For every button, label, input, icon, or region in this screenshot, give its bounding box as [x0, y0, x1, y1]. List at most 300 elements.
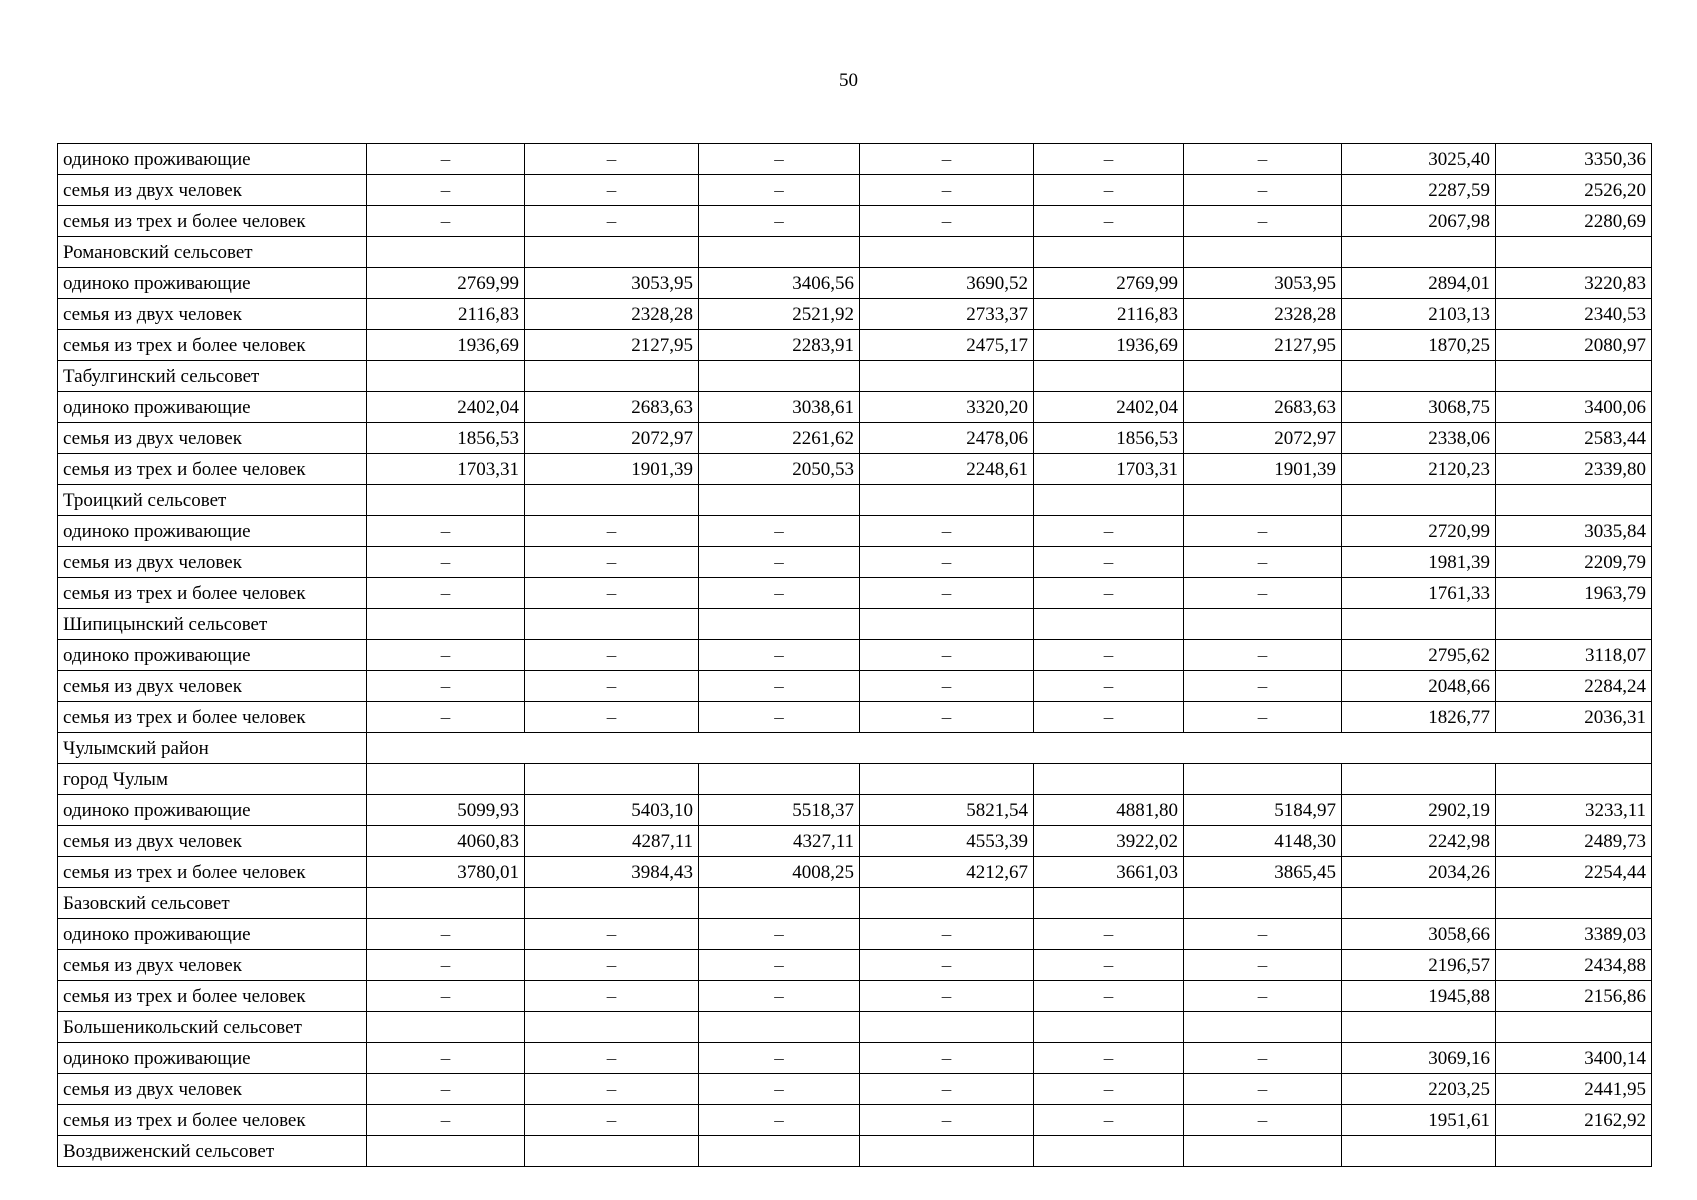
row-label: семья из трех и более человек — [58, 702, 367, 733]
table-cell: – — [1184, 144, 1342, 175]
table-cell: – — [1034, 144, 1184, 175]
table-row — [58, 1043, 1652, 1074]
table-cell: – — [1034, 1105, 1184, 1136]
row-label: семья из двух человек — [58, 826, 367, 857]
table-cell: – — [860, 175, 1034, 206]
table-cell — [699, 361, 860, 392]
row-label: семья из трех и более человек — [58, 1105, 367, 1136]
table-cell: – — [1184, 671, 1342, 702]
table-cell: 3350,36 — [1496, 144, 1652, 175]
table-cell: 1981,39 — [1342, 547, 1496, 578]
table-cell: – — [1184, 578, 1342, 609]
table-cell: 1963,79 — [1496, 578, 1652, 609]
table-cell: 4287,11 — [525, 826, 699, 857]
table-row — [58, 206, 1652, 237]
table-cell — [367, 764, 525, 795]
table-row — [58, 702, 1652, 733]
table-row — [58, 299, 1652, 330]
table-cell: – — [860, 1105, 1034, 1136]
table-cell — [860, 764, 1034, 795]
table-cell: 2489,73 — [1496, 826, 1652, 857]
table-cell: – — [1034, 206, 1184, 237]
table-cell: – — [699, 206, 860, 237]
table-cell: 4327,11 — [699, 826, 860, 857]
table-cell: – — [525, 950, 699, 981]
table-cell: – — [525, 702, 699, 733]
table-cell: – — [1034, 671, 1184, 702]
table-cell: 4553,39 — [860, 826, 1034, 857]
table-row — [58, 547, 1652, 578]
table-row — [58, 144, 1652, 175]
table-cell: 3780,01 — [367, 857, 525, 888]
table-row — [58, 1012, 1652, 1043]
table-cell: 1945,88 — [1342, 981, 1496, 1012]
table-cell: – — [1034, 516, 1184, 547]
table-cell — [367, 237, 525, 268]
table-cell: 2526,20 — [1496, 175, 1652, 206]
table-cell — [860, 485, 1034, 516]
table-cell — [860, 609, 1034, 640]
table-cell: 4008,25 — [699, 857, 860, 888]
table-cell — [1342, 764, 1496, 795]
table-cell: 2156,86 — [1496, 981, 1652, 1012]
table-cell: 2050,53 — [699, 454, 860, 485]
table-cell: 2683,63 — [525, 392, 699, 423]
table-cell: 1826,77 — [1342, 702, 1496, 733]
table-cell: – — [367, 1043, 525, 1074]
table-cell — [1496, 764, 1652, 795]
table-cell: – — [1184, 919, 1342, 950]
table-cell: 2072,97 — [525, 423, 699, 454]
table-cell: – — [1034, 640, 1184, 671]
table-cell: 3661,03 — [1034, 857, 1184, 888]
table-cell: 2284,24 — [1496, 671, 1652, 702]
table-cell: 3400,14 — [1496, 1043, 1652, 1074]
table-cell: 3220,83 — [1496, 268, 1652, 299]
table-cell — [860, 361, 1034, 392]
table-cell: 2328,28 — [525, 299, 699, 330]
row-label: одиноко проживающие — [58, 640, 367, 671]
table-cell: – — [699, 640, 860, 671]
table-cell: – — [367, 640, 525, 671]
table-cell: 2340,53 — [1496, 299, 1652, 330]
table-cell: 5403,10 — [525, 795, 699, 826]
table-cell: 2116,83 — [367, 299, 525, 330]
table-cell: 1901,39 — [1184, 454, 1342, 485]
table-cell — [1034, 485, 1184, 516]
merged-cell — [367, 733, 1652, 764]
table-cell: 2402,04 — [367, 392, 525, 423]
row-label: Романовский сельсовет — [58, 237, 367, 268]
table-cell: 2720,99 — [1342, 516, 1496, 547]
table-cell: 2894,01 — [1342, 268, 1496, 299]
table-row — [58, 237, 1652, 268]
row-label: одиноко проживающие — [58, 268, 367, 299]
table-cell — [1342, 361, 1496, 392]
table-cell: – — [860, 950, 1034, 981]
row-label: Чулымский район — [58, 733, 367, 764]
row-label: семья из трех и более человек — [58, 981, 367, 1012]
table-cell: – — [860, 671, 1034, 702]
table-cell: – — [1184, 1043, 1342, 1074]
table-cell: – — [860, 578, 1034, 609]
table-cell: 3922,02 — [1034, 826, 1184, 857]
table-cell: 2280,69 — [1496, 206, 1652, 237]
table-cell: 3038,61 — [699, 392, 860, 423]
row-label: Большеникольский сельсовет — [58, 1012, 367, 1043]
row-label: семья из двух человек — [58, 299, 367, 330]
table-cell: 2203,25 — [1342, 1074, 1496, 1105]
row-label: одиноко проживающие — [58, 919, 367, 950]
table-cell: – — [860, 516, 1034, 547]
table-row — [58, 857, 1652, 888]
table-cell: 2248,61 — [860, 454, 1034, 485]
table-cell — [1496, 888, 1652, 919]
table-cell: 2067,98 — [1342, 206, 1496, 237]
table-cell — [699, 1012, 860, 1043]
row-label: семья из двух человек — [58, 423, 367, 454]
table-cell: – — [1034, 919, 1184, 950]
table-cell: – — [367, 1105, 525, 1136]
row-label: одиноко проживающие — [58, 795, 367, 826]
table-cell: 2283,91 — [699, 330, 860, 361]
table-cell — [1342, 485, 1496, 516]
table-row — [58, 361, 1652, 392]
table-cell — [525, 764, 699, 795]
table-cell: 2434,88 — [1496, 950, 1652, 981]
table-cell — [1184, 237, 1342, 268]
table-cell — [1184, 1012, 1342, 1043]
table-cell — [1496, 485, 1652, 516]
table-body — [58, 144, 1652, 1167]
row-label: одиноко проживающие — [58, 392, 367, 423]
table-cell — [525, 609, 699, 640]
table-row — [58, 1105, 1652, 1136]
table-cell — [699, 237, 860, 268]
table-cell: 4212,67 — [860, 857, 1034, 888]
table-row — [58, 268, 1652, 299]
table-cell: – — [1184, 547, 1342, 578]
table-cell: 1936,69 — [1034, 330, 1184, 361]
table-cell: 1870,25 — [1342, 330, 1496, 361]
table-cell: – — [699, 1043, 860, 1074]
table-cell: 3068,75 — [1342, 392, 1496, 423]
table-cell: – — [1184, 981, 1342, 1012]
table-cell: – — [699, 175, 860, 206]
table-cell: – — [525, 1074, 699, 1105]
table-row — [58, 919, 1652, 950]
table-cell: 2441,95 — [1496, 1074, 1652, 1105]
table-row — [58, 640, 1652, 671]
row-label: семья из двух человек — [58, 547, 367, 578]
page-number: 50 — [839, 70, 858, 91]
table-cell: 2338,06 — [1342, 423, 1496, 454]
table-cell — [367, 609, 525, 640]
row-label: Базовский сельсовет — [58, 888, 367, 919]
table-cell: 2242,98 — [1342, 826, 1496, 857]
table-cell — [367, 888, 525, 919]
table-cell: 3865,45 — [1184, 857, 1342, 888]
table-cell: 5184,97 — [1184, 795, 1342, 826]
table-cell: 4060,83 — [367, 826, 525, 857]
table-cell — [1496, 361, 1652, 392]
table-cell: – — [367, 547, 525, 578]
table-cell: – — [699, 671, 860, 702]
table-cell: – — [699, 578, 860, 609]
table-cell — [1342, 1012, 1496, 1043]
table-cell: 2769,99 — [1034, 268, 1184, 299]
tariff-table — [57, 143, 1652, 1167]
table-cell: 1901,39 — [525, 454, 699, 485]
row-label: Табулгинский сельсовет — [58, 361, 367, 392]
table-cell: – — [1034, 1043, 1184, 1074]
table-cell — [1034, 361, 1184, 392]
table-cell — [1034, 237, 1184, 268]
table-cell: 1951,61 — [1342, 1105, 1496, 1136]
table-cell: 3690,52 — [860, 268, 1034, 299]
table-cell: – — [525, 1043, 699, 1074]
table-cell — [1184, 1136, 1342, 1167]
table-cell — [699, 485, 860, 516]
table-cell: – — [1184, 516, 1342, 547]
table-cell: 2261,62 — [699, 423, 860, 454]
row-label: Троицкий сельсовет — [58, 485, 367, 516]
table-cell: – — [525, 547, 699, 578]
table-cell — [367, 1136, 525, 1167]
table-cell: – — [367, 206, 525, 237]
table-row — [58, 175, 1652, 206]
table-cell: – — [699, 919, 860, 950]
row-label: одиноко проживающие — [58, 1043, 367, 1074]
row-label: Шипицынский сельсовет — [58, 609, 367, 640]
table-cell: – — [860, 144, 1034, 175]
table-cell: – — [367, 981, 525, 1012]
table-cell: – — [699, 1105, 860, 1136]
table-cell — [1342, 237, 1496, 268]
table-cell: 3035,84 — [1496, 516, 1652, 547]
table-cell: – — [525, 578, 699, 609]
table-cell: – — [699, 144, 860, 175]
table-cell: – — [1034, 702, 1184, 733]
table-cell: 2209,79 — [1496, 547, 1652, 578]
table-cell: 3058,66 — [1342, 919, 1496, 950]
table-cell: – — [1184, 1105, 1342, 1136]
row-label: семья из трех и более человек — [58, 578, 367, 609]
row-label: город Чулым — [58, 764, 367, 795]
table-cell: 3118,07 — [1496, 640, 1652, 671]
table-cell — [525, 485, 699, 516]
table-cell: – — [860, 547, 1034, 578]
table-cell — [1496, 609, 1652, 640]
row-label: одиноко проживающие — [58, 144, 367, 175]
table-cell: 3053,95 — [1184, 268, 1342, 299]
row-label: семья из трех и более человек — [58, 330, 367, 361]
table-cell — [1184, 888, 1342, 919]
table-cell: – — [1184, 1074, 1342, 1105]
table-cell — [1342, 1136, 1496, 1167]
table-row — [58, 764, 1652, 795]
table-cell: 2034,26 — [1342, 857, 1496, 888]
table-cell: 2328,28 — [1184, 299, 1342, 330]
table-cell: – — [1184, 702, 1342, 733]
table-cell: – — [525, 516, 699, 547]
row-label: Воздвиженский сельсовет — [58, 1136, 367, 1167]
table-cell: – — [699, 1074, 860, 1105]
table-cell: 1703,31 — [1034, 454, 1184, 485]
table-cell: – — [367, 1074, 525, 1105]
table-cell — [860, 237, 1034, 268]
table-cell: – — [860, 981, 1034, 1012]
table-row — [58, 1136, 1652, 1167]
table-cell: – — [1034, 175, 1184, 206]
table-cell: 2478,06 — [860, 423, 1034, 454]
table-cell: 2733,37 — [860, 299, 1034, 330]
table-cell: – — [1034, 950, 1184, 981]
table-cell: 4148,30 — [1184, 826, 1342, 857]
table-cell: 1856,53 — [367, 423, 525, 454]
table-cell: 5821,54 — [860, 795, 1034, 826]
table-cell — [699, 1136, 860, 1167]
table-cell: 2795,62 — [1342, 640, 1496, 671]
table-cell: 2475,17 — [860, 330, 1034, 361]
table-cell: – — [525, 175, 699, 206]
table-cell: 3233,11 — [1496, 795, 1652, 826]
table-cell: – — [860, 206, 1034, 237]
table-cell — [1034, 1012, 1184, 1043]
table-cell — [367, 485, 525, 516]
table-cell: – — [367, 919, 525, 950]
table-cell: – — [860, 1043, 1034, 1074]
row-label: семья из трех и более человек — [58, 206, 367, 237]
table-row — [58, 950, 1652, 981]
table-row — [58, 423, 1652, 454]
table-cell: – — [1034, 547, 1184, 578]
table-cell: – — [525, 640, 699, 671]
table-cell: – — [367, 516, 525, 547]
table-cell: 5099,93 — [367, 795, 525, 826]
table-cell: 5518,37 — [699, 795, 860, 826]
table-cell: 2120,23 — [1342, 454, 1496, 485]
table-cell — [367, 361, 525, 392]
table-cell: 3984,43 — [525, 857, 699, 888]
row-label: семья из трех и более человек — [58, 857, 367, 888]
table-cell: 2080,97 — [1496, 330, 1652, 361]
table-cell — [525, 1136, 699, 1167]
table-cell: – — [367, 144, 525, 175]
table-cell: 2521,92 — [699, 299, 860, 330]
table-cell: – — [860, 919, 1034, 950]
table-cell: – — [1034, 981, 1184, 1012]
table-cell: 2072,97 — [1184, 423, 1342, 454]
table-cell — [525, 888, 699, 919]
row-label: семья из двух человек — [58, 671, 367, 702]
table-row — [58, 609, 1652, 640]
table-cell: – — [367, 175, 525, 206]
table-cell — [1184, 485, 1342, 516]
table-cell: 2583,44 — [1496, 423, 1652, 454]
table-cell — [525, 361, 699, 392]
table-row — [58, 454, 1652, 485]
table-cell — [1034, 764, 1184, 795]
table-row — [58, 981, 1652, 1012]
table-cell: 2036,31 — [1496, 702, 1652, 733]
table-cell: – — [525, 206, 699, 237]
table-cell — [860, 1136, 1034, 1167]
table-cell — [1034, 888, 1184, 919]
table-row — [58, 671, 1652, 702]
table-cell — [1184, 361, 1342, 392]
table-cell — [1034, 609, 1184, 640]
row-label: семья из трех и более человек — [58, 454, 367, 485]
table-cell: – — [860, 702, 1034, 733]
table-cell: 2902,19 — [1342, 795, 1496, 826]
table-cell: – — [367, 702, 525, 733]
table-cell: 1936,69 — [367, 330, 525, 361]
table-row — [58, 578, 1652, 609]
table-cell — [1342, 609, 1496, 640]
table-cell — [525, 237, 699, 268]
table-row — [58, 516, 1652, 547]
table-cell — [860, 888, 1034, 919]
row-label: семья из двух человек — [58, 950, 367, 981]
table-cell: 2103,13 — [1342, 299, 1496, 330]
table-cell: – — [699, 981, 860, 1012]
table-cell: 3025,40 — [1342, 144, 1496, 175]
table-cell — [525, 1012, 699, 1043]
table-cell: – — [1184, 950, 1342, 981]
table-row — [58, 826, 1652, 857]
table-cell: 3389,03 — [1496, 919, 1652, 950]
table-cell: 3320,20 — [860, 392, 1034, 423]
table-cell: – — [367, 578, 525, 609]
table-cell — [1184, 609, 1342, 640]
table-cell: 2127,95 — [1184, 330, 1342, 361]
table-row — [58, 795, 1652, 826]
table-cell: – — [860, 640, 1034, 671]
table-cell — [1496, 1012, 1652, 1043]
table-cell: – — [1184, 640, 1342, 671]
table-cell — [699, 888, 860, 919]
table-cell — [1184, 764, 1342, 795]
table-cell: – — [1184, 175, 1342, 206]
table-cell: 2287,59 — [1342, 175, 1496, 206]
table-cell: – — [699, 547, 860, 578]
table-cell: – — [1034, 1074, 1184, 1105]
table-row — [58, 392, 1652, 423]
table-cell: 2048,66 — [1342, 671, 1496, 702]
table-row — [58, 733, 1652, 764]
table-cell: 1856,53 — [1034, 423, 1184, 454]
table-cell — [367, 1012, 525, 1043]
table-cell: 3406,56 — [699, 268, 860, 299]
table-cell: 3069,16 — [1342, 1043, 1496, 1074]
table-cell: – — [860, 1074, 1034, 1105]
row-label: одиноко проживающие — [58, 516, 367, 547]
table-cell: 2339,80 — [1496, 454, 1652, 485]
table-cell: 3053,95 — [525, 268, 699, 299]
table-cell — [699, 764, 860, 795]
table-cell: – — [367, 950, 525, 981]
table-row — [58, 888, 1652, 919]
table-row — [58, 1074, 1652, 1105]
table-cell: 1703,31 — [367, 454, 525, 485]
table-cell: – — [525, 919, 699, 950]
table-cell: – — [1184, 206, 1342, 237]
table-cell: – — [525, 144, 699, 175]
table-cell — [1342, 888, 1496, 919]
table-cell: 2127,95 — [525, 330, 699, 361]
table-row — [58, 485, 1652, 516]
